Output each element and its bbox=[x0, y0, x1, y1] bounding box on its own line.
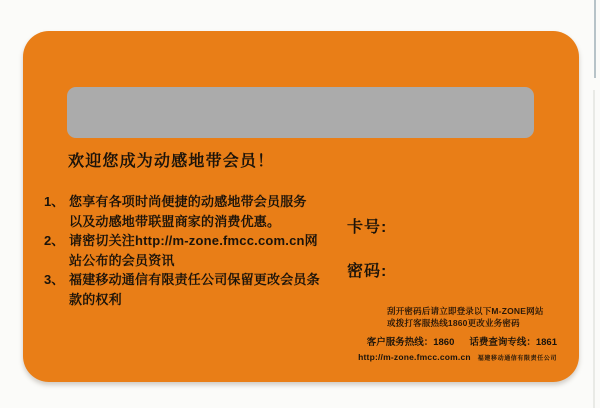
billing-inquiry-hotline: 话费查询专线：1861 bbox=[469, 337, 557, 348]
card-number-label: 卡号: bbox=[347, 219, 388, 236]
password-label: 密码: bbox=[347, 263, 388, 280]
hotline-row bbox=[367, 334, 557, 348]
website-row bbox=[358, 352, 557, 362]
term-number: 1、 bbox=[44, 194, 65, 209]
term-text: 福建移动通信有限责任公司保留更改会员条 款的权利 bbox=[69, 272, 320, 307]
company-name-smallprint: 福建移动通信有限责任公司 bbox=[477, 356, 557, 362]
welcome-heading: 欢迎您成为动感地带会员！ bbox=[68, 153, 275, 170]
scan-edge-artifact-top bbox=[594, 0, 596, 78]
term-item-3 bbox=[44, 270, 356, 309]
term-text: 请密切关注http://m-zone.fmcc.com.cn网 站公布的会员资讯 bbox=[69, 233, 318, 268]
membership-card-back bbox=[23, 31, 579, 382]
scratch-signature-stripe bbox=[67, 87, 534, 138]
terms-list bbox=[44, 192, 356, 309]
term-number: 3、 bbox=[44, 272, 65, 287]
scan-edge-artifact-bottom bbox=[593, 90, 595, 408]
term-text: 您享有各项时尚便捷的动感地带会员服务 以及动感地带联盟商家的消费优惠。 bbox=[69, 194, 307, 229]
customer-service-hotline: 客户服务热线：1860 bbox=[366, 337, 455, 348]
scratch-instructions-line1: 刮开密码后请立即登录以下M-ZONE网站 bbox=[387, 306, 544, 316]
term-item-2 bbox=[44, 231, 356, 270]
term-item-1 bbox=[44, 192, 356, 231]
scratch-instructions bbox=[387, 306, 544, 329]
scratch-instructions-line2: 或拨打客服热线1860更改业务密码 bbox=[387, 317, 520, 328]
term-number: 2、 bbox=[44, 233, 65, 248]
website-url: http://m-zone.fmcc.com.cn bbox=[358, 352, 471, 362]
